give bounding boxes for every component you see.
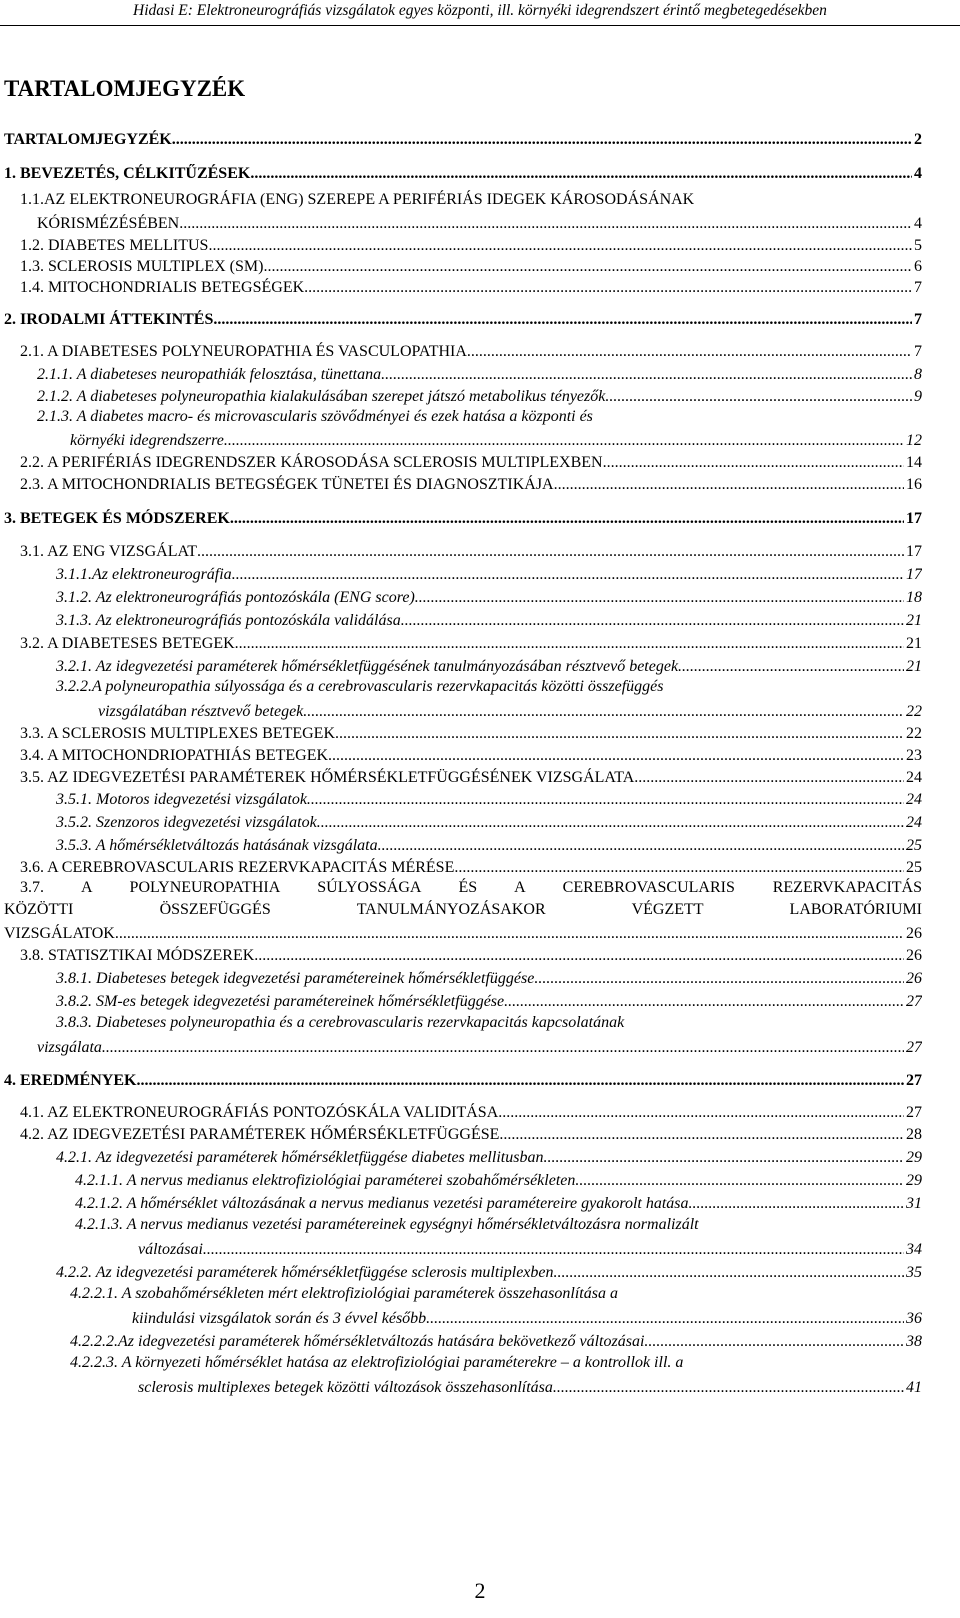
toc-entry[interactable]	[4, 507, 922, 529]
toc-entry[interactable]	[4, 922, 922, 944]
toc-entry[interactable]	[56, 609, 922, 631]
dot-leader	[307, 790, 904, 810]
dot-leader	[467, 342, 912, 362]
toc-page-number: 16	[906, 476, 922, 493]
toc-entry[interactable]	[20, 540, 922, 562]
toc-entry-label: változásai	[138, 1241, 203, 1258]
toc-entry-label: KÖZÖTTI ÖSSZEFÜGGÉS TANULMÁNYOZÁSAKOR VÉGZETT LABORATÓRIUMI	[4, 901, 922, 918]
toc-entry[interactable]	[56, 1146, 922, 1168]
toc-entry[interactable]	[70, 429, 922, 451]
toc-entry[interactable]	[20, 1123, 922, 1145]
toc-page-number: 18	[906, 589, 922, 606]
toc-entry-label: TARTALOMJEGYZÉK	[4, 131, 172, 148]
toc-entry[interactable]	[20, 722, 922, 744]
toc-entry[interactable]	[37, 1036, 922, 1058]
toc-entry[interactable]	[20, 856, 922, 878]
toc-entry-continued: 2.1.3. A diabetes macro- és microvascularis szövődményei és ezek hatása a központi és	[37, 408, 593, 425]
toc-page-number: 17	[906, 566, 922, 583]
dot-leader	[498, 1103, 904, 1123]
toc-entry-label: 4.2.2.2.Az idegvezetési paraméterek hőmérsékletváltozás hatására bekövetkező változásai	[70, 1333, 645, 1350]
toc-page-number: 34	[906, 1241, 922, 1258]
toc-entry-continued: 4.2.2.1. A szobahőmérsékleten mért elektrofiziológiai paraméterek összehasonlítása a	[70, 1285, 618, 1302]
toc-entry[interactable]	[20, 276, 922, 298]
toc-entry[interactable]	[20, 1101, 922, 1123]
toc-page-number: 24	[906, 791, 922, 808]
dot-leader	[208, 236, 912, 256]
dot-leader	[575, 1171, 904, 1191]
toc-entry-label: 2.1.1. A diabeteses neuropathiák felosztása, tünettana	[37, 366, 382, 383]
toc-entry[interactable]	[56, 655, 922, 677]
toc-page-number: 2	[914, 131, 922, 148]
toc-entry-label: vizsgálatában résztvevő betegek	[98, 703, 304, 720]
dot-leader	[232, 565, 904, 585]
toc-entry[interactable]	[56, 834, 922, 856]
toc-entry[interactable]	[20, 473, 922, 495]
toc-page-number: 17	[906, 510, 922, 527]
dot-leader	[303, 702, 904, 722]
toc-page-number: 17	[906, 543, 922, 560]
dot-leader	[553, 1378, 904, 1398]
toc-page-number: 4	[914, 165, 922, 182]
toc-page-number: 41	[906, 1379, 922, 1396]
toc-entry-continued: 3.2.2.A polyneuropathia súlyossága és a cerebrovascularis rezervkapacitás közötti összefüggés	[56, 678, 664, 695]
dot-leader	[415, 588, 904, 608]
toc-entry-label: 3.5.2. Szenzoros idegvezetési vizsgálatok	[56, 814, 317, 831]
toc-entry[interactable]	[37, 363, 922, 385]
toc-entry[interactable]	[37, 385, 922, 407]
dot-leader	[534, 969, 904, 989]
dot-leader	[499, 1125, 904, 1145]
toc-entry-label: 4.1. AZ ELEKTRONEUROGRÁFIÁS PONTOZÓSKÁLA VALIDITÁSA	[20, 1104, 499, 1121]
toc-page-number: 7	[914, 311, 922, 328]
dot-leader	[603, 453, 904, 473]
toc-entry-label: 3.6. A CEREBROVASCULARIS REZERVKAPACITÁS MÉRÉSE	[20, 859, 455, 876]
toc-entry-label: 3.5.1. Motoros idegvezetési vizsgálatok	[56, 791, 307, 808]
toc-page-number: 7	[914, 343, 922, 360]
toc-entry-label: 4.2.1.1. A nervus medianus elektrofiziológiai paraméterei szobahőmérsékleten	[75, 1172, 576, 1189]
toc-page-number: 8	[914, 366, 922, 383]
toc-page-number: 21	[906, 612, 922, 629]
toc-page-number: 26	[906, 947, 922, 964]
toc-entry[interactable]	[56, 1261, 922, 1283]
toc-entry[interactable]	[56, 586, 922, 608]
toc-entry-continued: 4.2.1.3. A nervus medianus vezetési paramétereinek egységnyi hőmérsékletváltozásra normalizált	[75, 1216, 699, 1233]
dot-leader	[378, 836, 904, 856]
toc-page-number: 25	[906, 859, 922, 876]
toc-entry-label: 3.5. AZ IDEGVEZETÉSI PARAMÉTEREK HŐMÉRSÉKLETFÜGGÉSÉNEK VIZSGÁLATA	[20, 769, 635, 786]
dot-leader	[224, 431, 904, 451]
toc-page-number: 14	[906, 454, 922, 471]
toc-entry-continued	[4, 900, 922, 920]
running-header: Hidasi E: Elektroneurográfiás vizsgálatok egyes központi, ill. környéki idegrendszert érintő megbetegedésekben	[133, 2, 827, 19]
toc-page-number: 21	[906, 635, 922, 652]
toc-entry-label: környéki idegrendszerre	[70, 432, 224, 449]
toc-entry-label: 2.3. A MITOCHONDRIALIS BETEGSÉGEK TÜNETEI ÉS DIAGNOSZTIKÁJA	[20, 476, 554, 493]
toc-entry[interactable]	[56, 990, 922, 1012]
toc-page-number: 36	[906, 1310, 922, 1327]
toc-entry[interactable]	[56, 967, 922, 989]
toc-page-number: 29	[906, 1172, 922, 1189]
toc-entry-continued	[20, 878, 922, 898]
toc-page-number: 35	[906, 1264, 922, 1281]
toc-entry[interactable]	[56, 811, 922, 833]
dot-leader	[197, 542, 904, 562]
toc-entry[interactable]	[138, 1238, 922, 1260]
toc-entry[interactable]	[37, 212, 922, 234]
dot-leader	[235, 634, 904, 654]
toc-entry[interactable]	[20, 234, 922, 256]
dot-leader	[678, 657, 904, 677]
toc-entry[interactable]	[4, 1069, 922, 1091]
dot-leader	[426, 1309, 904, 1329]
toc-page-number: 25	[906, 837, 922, 854]
toc-entry-label: KÓRISMÉZÉSÉBEN	[37, 215, 180, 232]
toc-entry[interactable]	[98, 700, 922, 722]
toc-entry-label: sclerosis multiplexes betegek közötti változások összehasonlítása	[138, 1379, 553, 1396]
toc-entry[interactable]	[138, 1376, 922, 1398]
toc-entry-label: 4.2. AZ IDEGVEZETÉSI PARAMÉTEREK HŐMÉRSÉKLETFÜGGÉSE	[20, 1126, 500, 1143]
dot-leader	[554, 475, 904, 495]
dot-leader	[230, 509, 904, 529]
dot-leader	[328, 746, 904, 766]
toc-entry[interactable]	[20, 451, 922, 473]
toc-page-number: 22	[906, 725, 922, 742]
toc-entry-label: 4. EREDMÉNYEK	[4, 1072, 137, 1089]
dot-leader	[263, 257, 912, 277]
dot-leader	[689, 1194, 904, 1214]
toc-entry-label: 3.1.2. Az elektroneurográfiás pontozóskála (ENG score)	[56, 589, 415, 606]
dot-leader	[172, 130, 912, 150]
toc-entry-label: 3.1.1.Az elektroneurográfia	[56, 566, 232, 583]
toc-entry-label: 3.3. A SCLEROSIS MULTIPLEXES BETEGEK	[20, 725, 335, 742]
toc-entry-label: 2. IRODALMI ÁTTEKINTÉS	[4, 311, 214, 328]
toc-entry-label: 4.2.2. Az idegvezetési paraméterek hőmérsékletfüggése sclerosis multiplexben	[56, 1264, 554, 1281]
toc-entry-label: 1.4. MITOCHONDRIALIS BETEGSÉGEK	[20, 279, 305, 296]
toc-entry-continued: 4.2.2.3. A környezeti hőmérséklet hatása az elektrofiziológiai paraméterekre – a kontrollok ill. a	[70, 1354, 684, 1371]
toc-entry-label: 3.7. A POLYNEUROPATHIA SÚLYOSSÁGA ÉS A CEREBROVASCULARIS REZERVKAPACITÁS	[20, 879, 922, 896]
toc-page-number: 24	[906, 769, 922, 786]
toc-page-number: 31	[906, 1195, 922, 1212]
dot-leader	[102, 1038, 904, 1058]
toc-page-number: 27	[906, 993, 922, 1010]
dot-leader	[401, 611, 904, 631]
toc-entry[interactable]	[75, 1169, 922, 1191]
toc-page-number: 27	[906, 1039, 922, 1056]
page-number: 2	[474, 1578, 486, 1603]
toc-page-number: 24	[906, 814, 922, 831]
toc-entry[interactable]	[20, 255, 922, 277]
dot-leader	[454, 858, 904, 878]
toc-entry[interactable]	[20, 944, 922, 966]
toc-page-number: 12	[906, 432, 922, 449]
toc-entry-label: VIZSGÁLATOK	[4, 925, 115, 942]
toc-page-number: 26	[906, 925, 922, 942]
dot-leader	[554, 1263, 905, 1283]
toc-entry-label: 3.2. A DIABETESES BETEGEK	[20, 635, 235, 652]
dot-leader	[254, 946, 904, 966]
dot-leader	[644, 1332, 904, 1352]
dot-leader	[213, 310, 912, 330]
toc-entry-label: 2.1. A DIABETESES POLYNEUROPATHIA ÉS VASCULOPATHIA	[20, 343, 467, 360]
dot-leader	[179, 214, 912, 234]
dot-leader	[335, 724, 904, 744]
toc-entry-label: 3.4. A MITOCHONDRIOPATHIÁS BETEGEK	[20, 747, 329, 764]
dot-leader	[317, 813, 904, 833]
toc-page-number: 38	[906, 1333, 922, 1350]
toc-page-number: 22	[906, 703, 922, 720]
toc-entry-label: 3.5.3. A hőmérsékletváltozás hatásának vizsgálata	[56, 837, 378, 854]
toc-entry[interactable]	[20, 766, 922, 788]
toc-entry[interactable]	[70, 1330, 922, 1352]
toc-entry-label: 4.2.1.2. A hőmérséklet változásának a nervus medianus vezetési paramétereire gyakorolt hatása	[75, 1195, 689, 1212]
dot-leader	[115, 924, 904, 944]
dot-leader	[304, 278, 912, 298]
toc-page-number: 4	[914, 215, 922, 232]
toc-entry-label: 4.2.1. Az idegvezetési paraméterek hőmérsékletfüggése diabetes mellitusban	[56, 1149, 544, 1166]
toc-entry-continued: 3.8.3. Diabeteses polyneuropathia és a cerebrovascularis rezervkapacitás kapcsolatának	[56, 1014, 625, 1031]
dot-leader	[203, 1240, 904, 1260]
toc-entry-label: 3.1.3. Az elektroneurográfiás pontozóskála validálása	[56, 612, 401, 629]
toc-entry-continued: 1.1.AZ ELEKTRONEUROGRÁFIA (ENG) SZEREPE A PERIFÉRIÁS IDEGEK KÁROSODÁSÁNAK	[20, 191, 695, 208]
toc-entry[interactable]	[75, 1192, 922, 1214]
toc-entry-label: 3.8.1. Diabeteses betegek idegvezetési paramétereinek hőmérsékletfüggése	[56, 970, 535, 987]
toc-entry[interactable]	[20, 744, 922, 766]
toc-entry-label: 2.1.2. A diabeteses polyneuropathia kialakulásában szerepet játszó metabolikus tényezők	[37, 388, 606, 405]
toc-entry[interactable]	[132, 1307, 922, 1329]
dot-leader	[605, 387, 912, 407]
toc-entry-label: 1.3. SCLEROSIS MULTIPLEX (SM)	[20, 258, 264, 275]
toc-entry-label: 3.8.2. SM-es betegek idegvezetési paramétereinek hőmérsékletfüggése	[56, 993, 505, 1010]
toc-entry-label: 2.2. A PERIFÉRIÁS IDEGRENDSZER KÁROSODÁSA SCLEROSIS MULTIPLEXBEN	[20, 454, 603, 471]
toc-entry[interactable]	[20, 632, 922, 654]
page-title: TARTALOMJEGYZÉK	[4, 76, 246, 101]
toc-page-number: 27	[906, 1072, 922, 1089]
toc-page-number: 21	[906, 658, 922, 675]
toc-page-number: 7	[914, 279, 922, 296]
toc-entry[interactable]	[4, 128, 922, 150]
toc-page-number: 9	[914, 388, 922, 405]
toc-entry[interactable]	[56, 788, 922, 810]
dot-leader	[381, 365, 912, 385]
toc-entry-label: kiindulási vizsgálatok során és 3 évvel később	[132, 1310, 427, 1327]
toc-page-number: 5	[914, 237, 922, 254]
toc-entry-label: vizsgálata	[37, 1039, 102, 1056]
toc-entry-label: 3.8. STATISZTIKAI MÓDSZEREK	[20, 947, 255, 964]
toc-page-number: 6	[914, 258, 922, 275]
dot-leader	[250, 164, 912, 184]
dot-leader	[543, 1148, 904, 1168]
toc-page-number: 29	[906, 1149, 922, 1166]
toc-entry[interactable]	[20, 340, 922, 362]
dot-leader	[504, 992, 904, 1012]
toc-entry-label: 3. BETEGEK ÉS MÓDSZEREK	[4, 510, 230, 527]
dot-leader	[634, 768, 904, 788]
toc-entry[interactable]	[4, 308, 922, 330]
toc-entry-label: 1.2. DIABETES MELLITUS	[20, 237, 209, 254]
dot-leader	[136, 1071, 904, 1091]
toc-entry[interactable]	[4, 162, 922, 184]
toc-page-number: 27	[906, 1104, 922, 1121]
toc-page-number: 23	[906, 747, 922, 764]
toc-entry-label: 1. BEVEZETÉS, CÉLKITŰZÉSEK	[4, 165, 251, 182]
toc-page-number: 26	[906, 970, 922, 987]
toc-entry-label: 3.2.1. Az idegvezetési paraméterek hőmérsékletfüggésének tanulmányozásában résztvevő betegek	[56, 658, 679, 675]
toc-entry[interactable]	[56, 563, 922, 585]
toc-page-number: 28	[906, 1126, 922, 1143]
toc-entry-label: 3.1. AZ ENG VIZSGÁLAT	[20, 543, 198, 560]
